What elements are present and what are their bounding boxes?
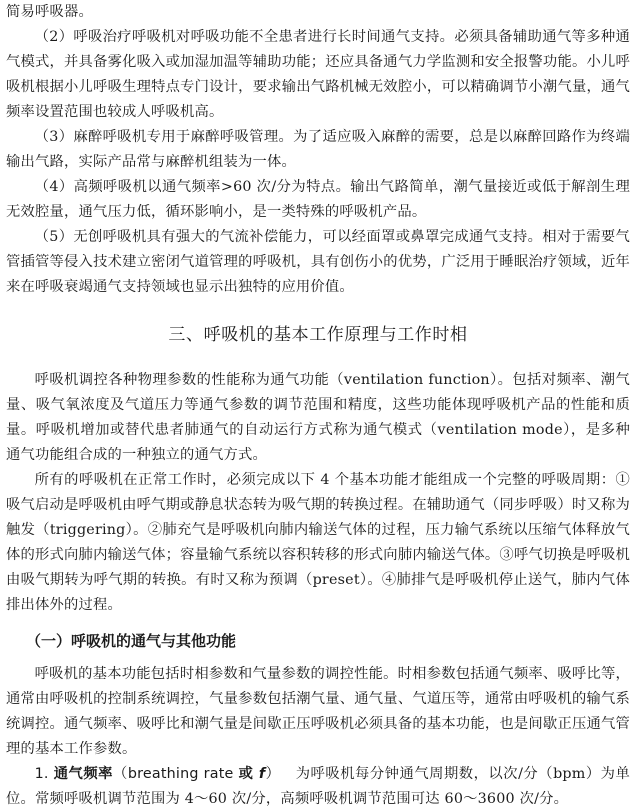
term-breathing-rate: 通气频率	[53, 766, 114, 782]
paragraph-basic-functions: 呼吸机的基本功能包括时相参数和气量参数的调控性能。时相参数包括通气频率、吸呼比等，通常由呼吸机的控制系统调控，气量参数包括潮气量、通气量、气道压等，通常由呼吸机的输气系统调控。通气频率、吸呼比和潮气量是间歇正压呼吸机必须具备的基本功能，也是间歇正压通气管理的基本工作参数。	[6, 666, 630, 757]
paragraph-respiratory-therapy-ventilator: （2）呼吸治疗呼吸机对呼吸功能不全患者进行长时间通气支持。必须具备辅助通气等多种通气模式，并具备雾化吸入或加湿加温等辅助功能；还应具备通气力学监测和安全报警功能。小儿呼吸机根据小儿呼吸生理特点专门设计，要求输出气路机械无效腔小，可以精确调节小潮气量，通气频率设置范围也较成人呼吸机高。	[6, 29, 630, 120]
term-symbol-f: f	[253, 766, 266, 782]
item-number: 1.	[34, 766, 49, 782]
paragraph-noninvasive-ventilator: （5）无创呼吸机具有强大的气流补偿能力，可以经面罩或鼻罩完成通气支持。相对于需要气管插管等侵入技术建立密闭气道管理的呼吸机，具有创伤小的优势，广泛用于睡眠治疗领域，近年来在呼吸衰竭通气支持领域也显示出独特的应用价值。	[6, 229, 630, 295]
term-or: 或	[238, 766, 254, 782]
paragraph-continuation: 简易呼吸器。	[6, 4, 93, 20]
paragraph-anesthesia-ventilator: （3）麻醉呼吸机专用于麻醉呼吸管理。为了适应吸入麻醉的需要，总是以麻醉回路作为终端输出气路，实际产品常与麻醉机组装为一体。	[6, 129, 630, 170]
section-title: 三、呼吸机的基本工作原理与工作时相	[168, 325, 468, 345]
breathing-rate-definition: 为呼吸机每分钟通气周期数，以次/分（bpm）为单位。常频呼吸机调节范围为 4～60 次/分，高频呼吸机调节范围可达 60～3600 次/分。	[6, 766, 630, 807]
paragraph-breathing-rate	[6, 762, 630, 812]
paragraph-ventilation-function: 呼吸机调控各种物理参数的性能称为通气功能（ventilation function）。包括对频率、潮气量、吸气氧浓度及气道压力等通气参数的调节范围和精度，这些功能体现呼吸机产品的性能和质量。呼吸机增加或替代患者肺通气的自动运行方式称为通气模式（ventilation mode），是多种通气功能组合成的一种独立的通气方式。	[6, 372, 630, 463]
paragraph-breathing-cycle: 所有的呼吸机在正常工作时，必须完成以下 4 个基本功能才能组成一个完整的呼吸周期：①吸气启动是呼吸机由呼气期或静息状态转为吸气期的转换过程。在辅助通气（同步呼吸）时又称为触发（triggering）。②肺充气是呼吸机向肺内输送气体的过程，压力输气系统以压缩气体释放气体的形式向肺内输送气体；容量输气系统以容积转移的形式向肺内输送气体。③呼气切换是呼吸机由吸气期转为呼气期的转换。有时又称为预调（preset）。④肺排气是呼吸机停止送气，肺内气体排出体外的过程。	[6, 472, 630, 613]
paragraph-high-frequency-ventilator: （4）高频呼吸机以通气频率>60 次/分为特点。输出气路简单，潮气量接近或低于解剖生理无效腔量，通气压力低，循环影响小，是一类特殊的呼吸机产品。	[6, 179, 630, 220]
term-english-close: ）	[265, 766, 281, 782]
term-english-open: （breathing rate	[113, 766, 239, 782]
subsection-title: （一）呼吸机的通气与其他功能	[26, 632, 237, 650]
